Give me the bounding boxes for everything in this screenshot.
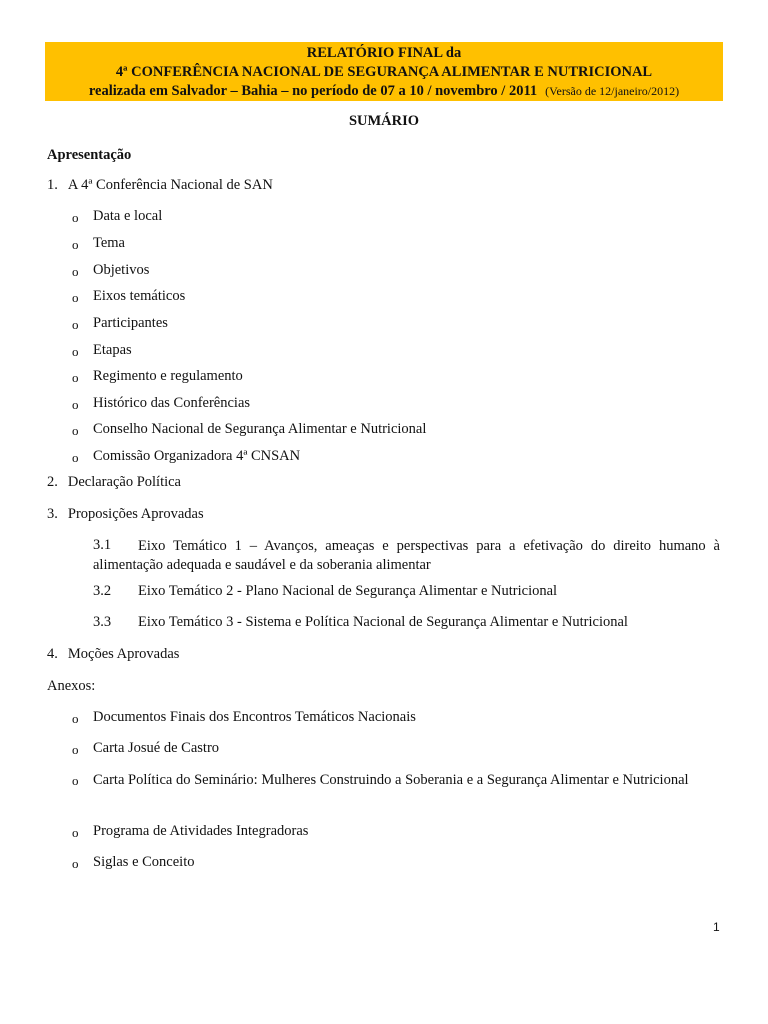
list-item: Participantes: [93, 315, 168, 331]
bullet-icon: o: [72, 742, 79, 757]
section-1-number: 1.: [47, 177, 58, 193]
list-item: Data e local: [93, 208, 163, 224]
subsection-3-3-number: 3.3: [93, 614, 112, 630]
section-2-title: Declaração Política: [67, 474, 181, 490]
section-3-number: 3.: [47, 506, 58, 522]
toc-section-1: [47, 177, 273, 194]
bullet-icon: o: [72, 210, 79, 225]
bullet-icon: o: [72, 317, 79, 332]
toc-section-4: [47, 646, 179, 663]
list-item: Regimento e regulamento: [93, 368, 243, 384]
list-item: Eixos temáticos: [93, 288, 186, 304]
toc-section-2: [47, 474, 181, 491]
bullet-icon: o: [72, 773, 79, 788]
bullet-icon: o: [72, 370, 79, 385]
list-item: Siglas e Conceito: [93, 854, 195, 870]
bullet-icon: o: [72, 290, 79, 305]
list-item: Histórico das Conferências: [93, 395, 251, 411]
section-2-number: 2.: [47, 474, 58, 490]
subsection-3-1-number: 3.1: [93, 537, 112, 553]
page-number: 1: [713, 920, 720, 934]
list-item: Carta Política do Seminário: Mulheres Construindo a Soberania e a Segurança Alimentar e Nutricional: [93, 772, 689, 788]
toc-apresentacao: Apresentação: [47, 147, 132, 163]
subsection-3-1-text: Eixo Temático 1 – Avanços, ameaças e perspectivas para a efetivação do direito humano à alimentação adequada e saudável e da soberania alimentar: [93, 538, 720, 573]
list-item: Tema: [93, 235, 125, 251]
bullet-icon: o: [72, 344, 79, 359]
report-header: [45, 42, 723, 101]
bullet-icon: o: [72, 423, 79, 438]
section-3-title: Proposições Aprovadas: [67, 506, 204, 522]
bullet-icon: o: [72, 825, 79, 840]
subsection-3-2-text: Eixo Temático 2 - Plano Nacional de Segurança Alimentar e Nutricional: [138, 583, 558, 599]
list-item: Objetivos: [93, 262, 150, 278]
list-item: Conselho Nacional de Segurança Alimentar e Nutricional: [93, 421, 427, 437]
header-conference-name: 4ª CONFERÊNCIA NACIONAL DE SEGURANÇA ALIMENTAR E NUTRICIONAL: [115, 64, 653, 80]
bullet-icon: o: [72, 237, 79, 252]
section-4-title: Moções Aprovadas: [67, 646, 180, 662]
header-location-date: [45, 82, 723, 101]
subsection-3-2-number: 3.2: [93, 583, 112, 599]
header-version: (Versão de 12/janeiro/2012): [545, 84, 680, 98]
bullet-icon: o: [72, 397, 79, 412]
header-title: RELATÓRIO FINAL da: [306, 45, 462, 61]
toc-anexos: Anexos:: [47, 678, 96, 694]
list-item: Documentos Finais dos Encontros Temáticos Nacionais: [93, 709, 416, 725]
toc-section-3: [47, 506, 204, 523]
bullet-icon: o: [72, 450, 79, 465]
list-item: Programa de Atividades Integradoras: [93, 823, 309, 839]
header-location-text: realizada em Salvador – Bahia – no período de 07 a 10 / novembro / 2011: [88, 83, 538, 99]
list-item: Carta Josué de Castro: [93, 740, 220, 756]
bullet-icon: o: [72, 711, 79, 726]
section-1-title: A 4ª Conferência Nacional de SAN: [67, 177, 273, 193]
list-item: Etapas: [93, 342, 132, 358]
bullet-icon: o: [72, 264, 79, 279]
summary-title: SUMÁRIO: [348, 113, 420, 129]
section-4-number: 4.: [47, 646, 58, 662]
list-item: Comissão Organizadora 4ª CNSAN: [93, 448, 301, 464]
bullet-icon: o: [72, 856, 79, 871]
subsection-3-3-text: Eixo Temático 3 - Sistema e Política Nacional de Segurança Alimentar e Nutricional: [138, 614, 628, 630]
